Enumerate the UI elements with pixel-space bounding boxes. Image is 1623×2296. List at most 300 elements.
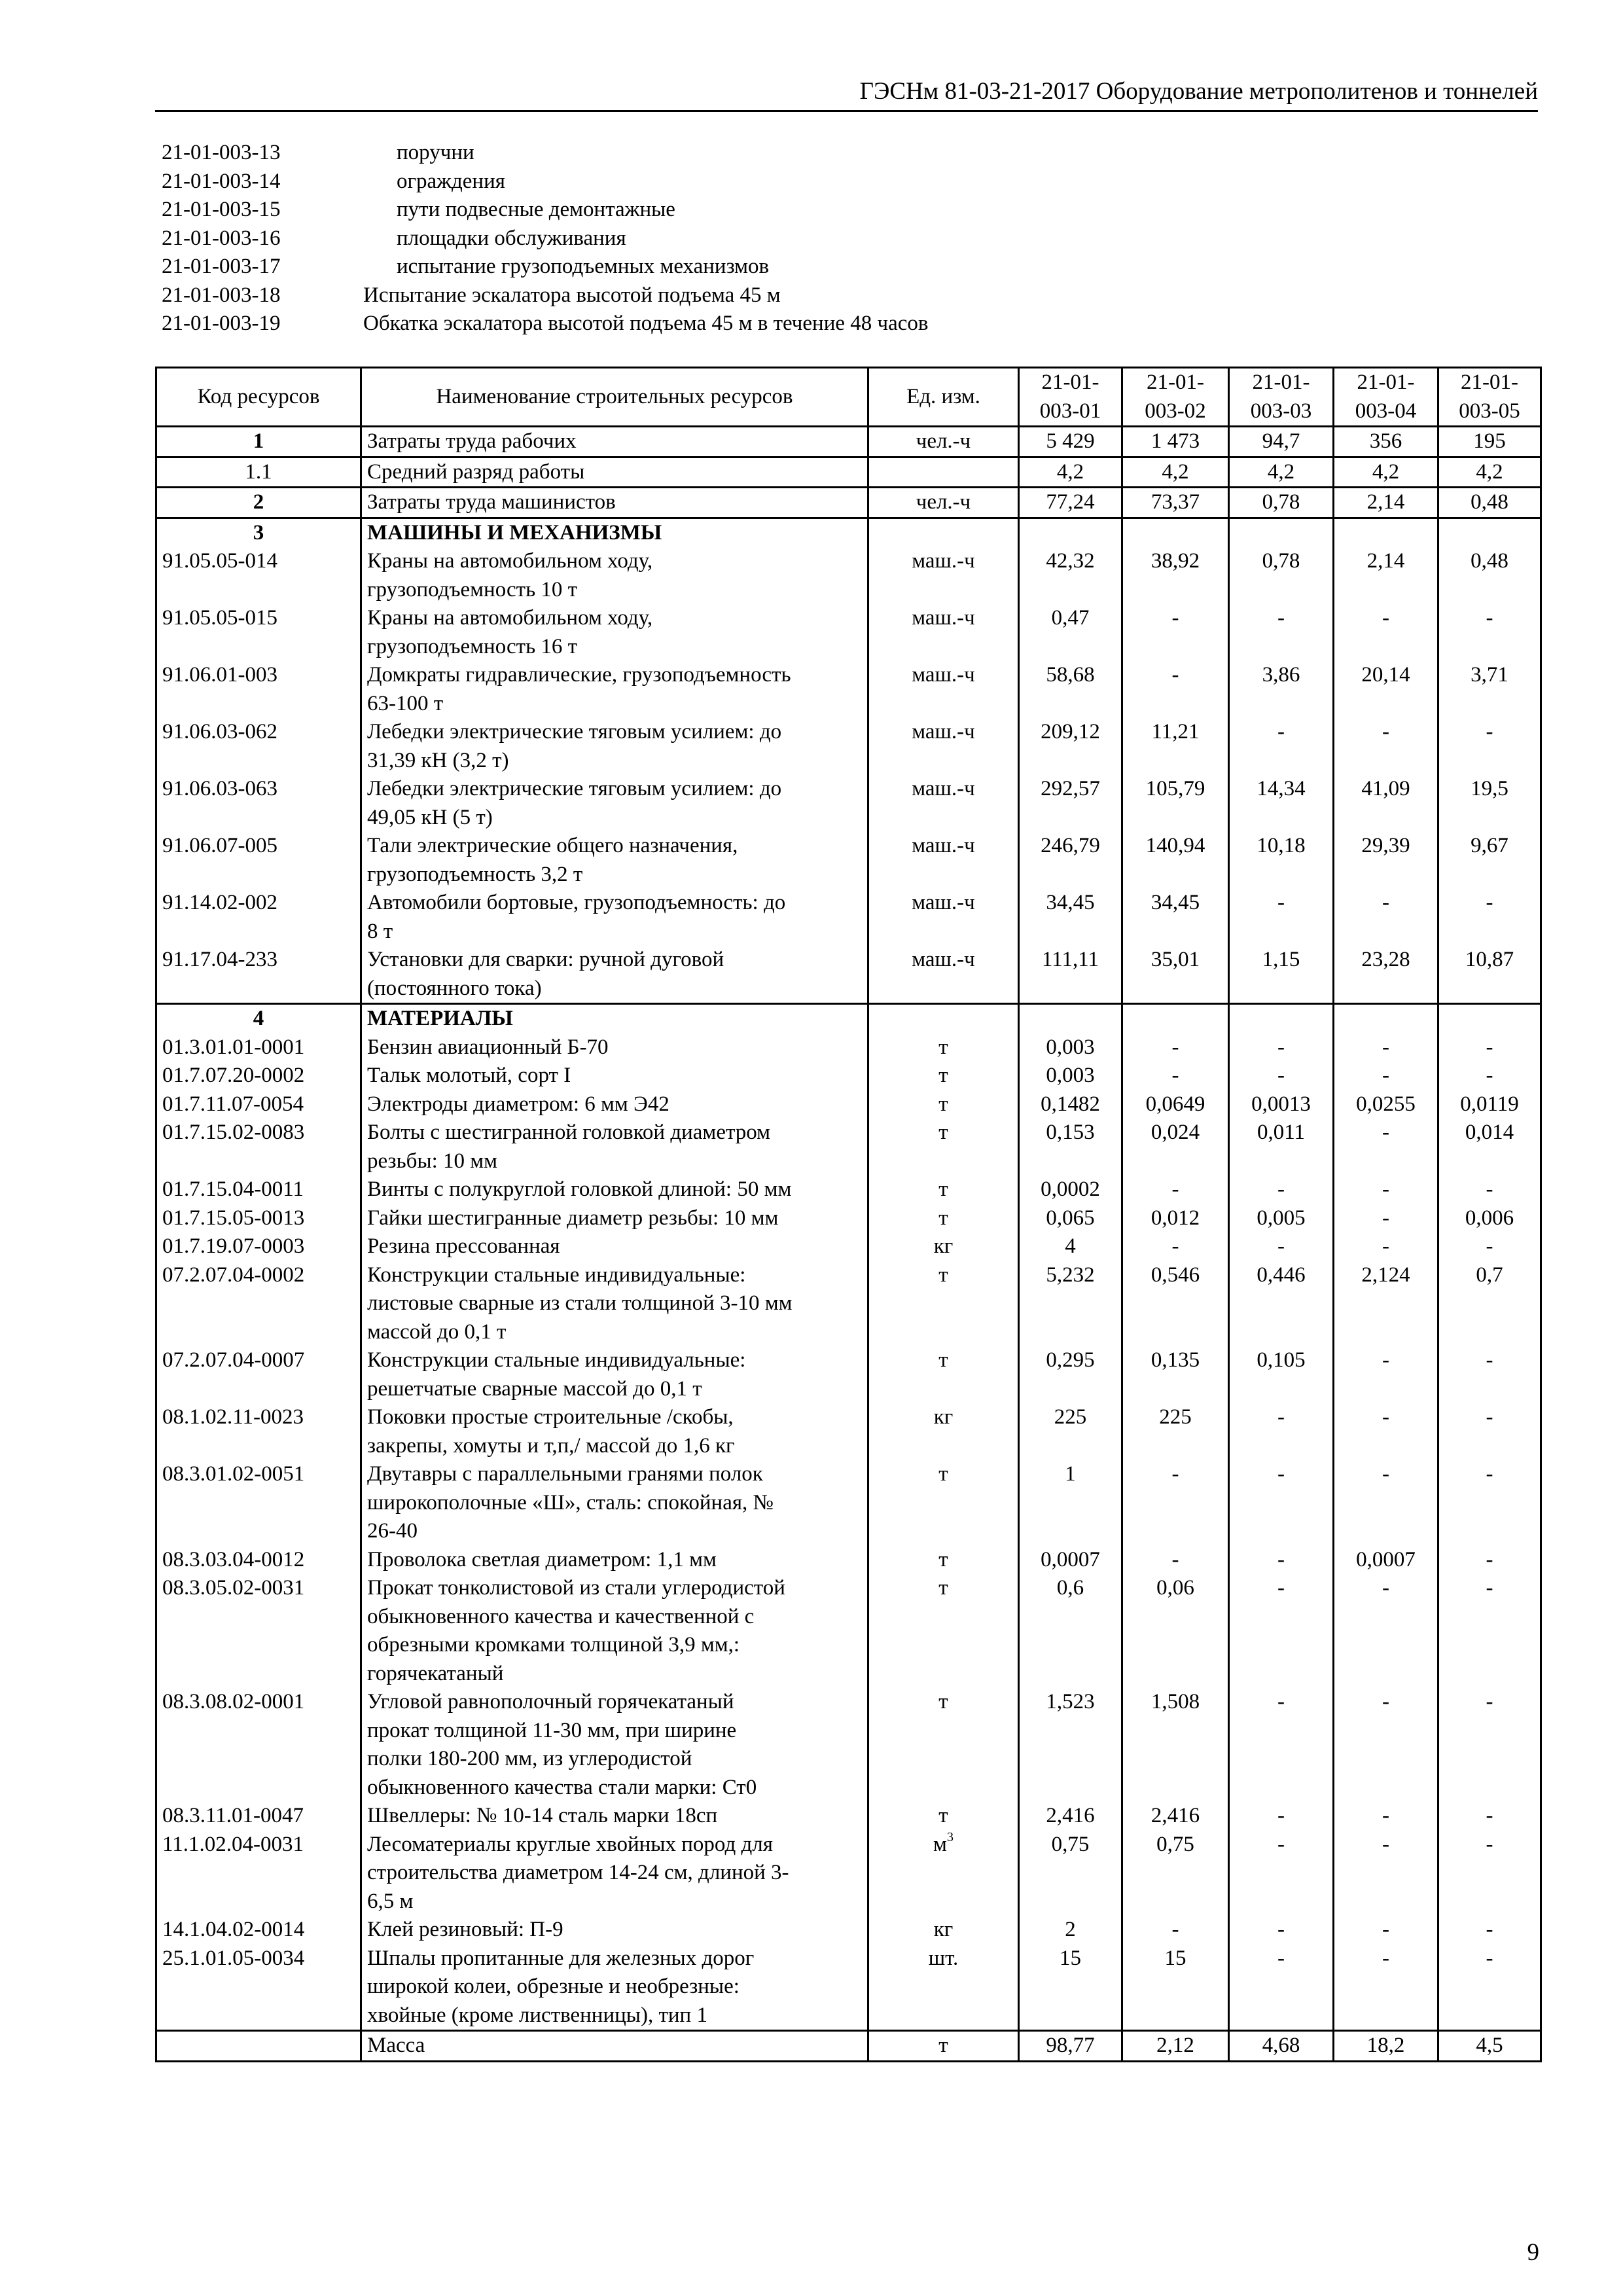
norm-value: 0,446 [1229,1261,1334,1347]
resource-name [361,832,868,889]
table-row [156,1090,1541,1119]
resource-unit [868,518,1019,547]
norm-value: 0,006 [1438,1204,1541,1233]
resource-name [361,1688,868,1802]
resource-name [361,1802,868,1831]
resource-name-line: строительства диаметром 14-24 см, длиной 3- [367,1861,789,1884]
unit-text: маш.-ч [912,948,975,971]
norm-value [1019,518,1122,547]
norm-value: 42,32 [1019,547,1122,604]
norm-value: 4,68 [1229,2031,1334,2062]
resource-code: 01.7.19.07-0003 [156,1232,361,1261]
resource-name-line: Автомобили бортовые, грузоподъемность: до [367,891,786,914]
norm-value [1438,1004,1541,1033]
table-row [156,604,1541,661]
norm-value: 195 [1438,427,1541,457]
norm-value: 4 [1019,1232,1122,1261]
resource-code: 25.1.01.05-0034 [156,1945,361,2031]
resource-code: 3 [156,518,361,547]
norm-value: 0,0007 [1334,1546,1438,1575]
unit-text: маш.-ч [912,777,975,800]
resource-name-line: Бензин авиационный Б-70 [367,1035,609,1059]
page-header [155,73,1538,112]
norm-value: 4,2 [1438,457,1541,488]
norm-value [1122,1004,1229,1033]
norm-value: 10,87 [1438,946,1541,1004]
norm-value: 1,15 [1229,946,1334,1004]
resource-unit [868,1945,1019,2031]
table-row [156,1460,1541,1546]
resource-code: 08.3.08.02-0001 [156,1688,361,1802]
resource-name-line: Резина прессованная [367,1234,560,1258]
norm-value: - [1229,604,1334,661]
resource-name [361,1574,868,1688]
resource-unit [868,1574,1019,1688]
unit-text: т [938,1263,948,1287]
unit-text: маш.-ч [912,606,975,630]
resource-name-line: закрепы, хомуты и т,п,/ массой до 1,6 кг [367,1433,735,1458]
norm-value: 356 [1334,427,1438,457]
norm-value: - [1438,1346,1541,1403]
norm-value: 0,005 [1229,1204,1334,1233]
resource-unit [868,1802,1019,1831]
norm-value: 0,0002 [1019,1175,1122,1204]
table-row [156,832,1541,889]
norm-value: - [1122,1175,1229,1204]
resource-unit [868,1004,1019,1033]
resource-name-line: Гайки шестигранные диаметр резьбы: 10 мм [367,1206,779,1230]
work-code: 21-01-003-15 [162,198,281,221]
norm-value [1229,1004,1334,1033]
norm-value: 105,79 [1122,775,1229,832]
table-row [156,661,1541,718]
resource-code: 11.1.02.04-0031 [156,1831,361,1916]
resource-name [361,604,868,661]
resource-name [361,1090,868,1119]
resource-code: 01.7.15.02-0083 [156,1119,361,1175]
norm-value: 2,14 [1334,488,1438,518]
norm-value: 0,0013 [1229,1090,1334,1119]
norm-value: - [1334,1802,1438,1831]
norm-value: - [1438,1232,1541,1261]
resource-name-line: Болты с шестигранной головкой диаметром [367,1121,771,1144]
table-row [156,1945,1541,2031]
table-row [156,1204,1541,1233]
resource-name [361,1916,868,1945]
norm-value: - [1122,1062,1229,1090]
unit-text: маш.-ч [912,891,975,914]
work-code: 21-01-003-18 [162,283,281,307]
norm-value: - [1229,718,1334,775]
table-row [156,1232,1541,1261]
resource-name-line: Домкраты гидравлические, грузоподъемность [367,663,791,687]
unit-text: кг [933,1918,954,1941]
norm-value: 9,67 [1438,832,1541,889]
norm-value: - [1438,1831,1541,1916]
resource-name-line: Средний разряд работы [367,459,585,484]
unit-text: т [938,1462,948,1486]
norm-value: 0,012 [1122,1204,1229,1233]
norm-value: - [1438,1175,1541,1204]
unit-text: т [938,1348,948,1372]
resource-name [361,1945,868,2031]
resource-name [361,775,868,832]
resource-name [361,1004,868,1033]
header-col-5-line2: 003-05 [1459,399,1520,423]
resource-name-line: хвойные (кроме лиственницы), тип 1 [367,2003,707,2027]
resource-name-line: грузоподъемность 16 т [367,634,578,658]
norm-value: - [1229,1546,1334,1575]
resource-unit [868,604,1019,661]
resource-unit [868,488,1019,518]
resource-name [361,488,868,518]
norm-value: 1 [1019,1460,1122,1546]
resource-name-line: массой до 0,1 т [367,1319,507,1344]
resources-table [155,367,1542,2062]
resource-unit [868,1119,1019,1175]
resource-name-line: Краны на автомобильном ходу, [367,549,653,573]
resource-name-line: обыкновенного качества стали марки: Ст0 [367,1775,757,1799]
norm-value: - [1122,1033,1229,1062]
norm-value: 111,11 [1019,946,1122,1004]
norm-value: - [1334,1062,1438,1090]
norm-value: - [1438,1945,1541,2031]
header-col-4 [1334,368,1438,427]
norm-value: 0,48 [1438,488,1541,518]
unit-text: т [938,1690,948,1713]
resource-unit [868,457,1019,488]
table-row [156,1403,1541,1460]
table-row [156,547,1541,604]
resource-unit [868,1460,1019,1546]
resource-code: 91.06.03-063 [156,775,361,832]
norm-value: 19,5 [1438,775,1541,832]
table-row [156,1916,1541,1945]
norm-value: 0,1482 [1019,1090,1122,1119]
resource-name-line: обыкновенного качества и качественной с [367,1604,755,1628]
header-code: Код ресурсов [156,368,361,427]
norm-value: 4,2 [1122,457,1229,488]
norm-value: - [1229,1175,1334,1204]
resource-code [156,2031,361,2062]
resource-code: 08.3.01.02-0051 [156,1460,361,1546]
resource-unit [868,1916,1019,1945]
resource-code: 91.06.07-005 [156,832,361,889]
norm-value: - [1334,1346,1438,1403]
resource-name [361,1261,868,1347]
norm-value: 2,12 [1122,2031,1229,2062]
resource-name [361,1831,868,1916]
resource-code: 1.1 [156,457,361,488]
header-col-5-line1: 21-01- [1461,370,1518,394]
resource-name-line: Клей резиновый: П-9 [367,1918,563,1941]
norm-value: - [1334,1232,1438,1261]
norm-value: - [1229,1831,1334,1916]
header-col-5 [1438,368,1541,427]
norm-value: - [1334,1204,1438,1233]
resource-unit [868,547,1019,604]
norm-value: 20,14 [1334,661,1438,718]
resource-unit [868,775,1019,832]
resource-unit [868,1204,1019,1233]
norm-value: 2,14 [1334,547,1438,604]
norm-value: - [1438,1033,1541,1062]
norm-value: 1,508 [1122,1688,1229,1802]
resource-name-line: (постоянного тока) [367,976,542,1000]
norm-value: 0,6 [1019,1574,1122,1688]
resource-name-line: широкой колеи, обрезные и необрезные: [367,1975,740,1998]
norm-value [1229,518,1334,547]
resource-name-line: 63-100 т [367,691,444,715]
resource-name [361,1346,868,1403]
norm-value: 0,78 [1229,488,1334,518]
resource-name [361,1175,868,1204]
unit-text: т [938,1576,948,1600]
resource-name-line: 6,5 м [367,1889,414,1913]
norm-value: - [1334,1033,1438,1062]
norm-value: - [1229,1403,1334,1460]
resource-name-line: обрезными кромками толщиной 3,9 мм,: [367,1633,740,1657]
norm-value: - [1438,1460,1541,1546]
page-number: 9 [1527,2239,1539,2266]
norm-value: - [1229,1945,1334,2031]
resource-code: 01.7.15.05-0013 [156,1204,361,1233]
unit-text: т [938,2034,948,2057]
norm-value: 94,7 [1229,427,1334,457]
norm-value: 77,24 [1019,488,1122,518]
norm-value: 0,135 [1122,1346,1229,1403]
norm-value: - [1438,1688,1541,1802]
unit-text: т [938,1804,948,1827]
norm-value: 18,2 [1334,2031,1438,2062]
table-row [156,488,1541,518]
table-row [156,889,1541,946]
resource-code: 08.3.03.04-0012 [156,1546,361,1575]
resource-code: 01.3.01.01-0001 [156,1033,361,1062]
norm-value: 35,01 [1122,946,1229,1004]
work-description: ограждения [397,169,505,193]
norm-value: 4,2 [1334,457,1438,488]
resource-name-line: Шпалы пропитанные для железных дорог [367,1946,755,1970]
unit-text: чел.-ч [916,490,971,514]
norm-value [1334,518,1438,547]
norm-value: - [1229,1916,1334,1945]
unit-text: т [938,1177,948,1201]
norm-value: 4,5 [1438,2031,1541,2062]
norm-value: 11,21 [1122,718,1229,775]
norm-value: 0,003 [1019,1033,1122,1062]
norm-value: 225 [1122,1403,1229,1460]
resource-name [361,1033,868,1062]
norm-value: - [1334,1916,1438,1945]
table-row [156,1546,1541,1575]
resource-name-line: Лебедки электрические тяговым усилием: до [367,777,782,800]
resource-name-line: 26-40 [367,1519,418,1543]
resource-name [361,946,868,1004]
norm-value: - [1229,1460,1334,1546]
resource-name [361,661,868,718]
work-code: 21-01-003-13 [162,141,281,164]
resource-name-line: Угловой равнополочный горячекатаный [367,1690,734,1713]
norm-value: - [1334,718,1438,775]
resource-name-line: решетчатые сварные массой до 0,1 т [367,1376,702,1401]
resource-unit [868,1232,1019,1261]
norm-value: 0,75 [1122,1831,1229,1916]
work-description: площадки обслуживания [397,226,626,250]
resource-name-line: Электроды диаметром: 6 мм Э42 [367,1092,669,1116]
norm-value: - [1122,1916,1229,1945]
header-name: Наименование строительных ресурсов [361,368,868,427]
resource-unit [868,1261,1019,1347]
norm-value: - [1229,1688,1334,1802]
norm-value: - [1334,1688,1438,1802]
norm-value: 0,48 [1438,547,1541,604]
work-code: 21-01-003-14 [162,169,281,193]
norm-value: - [1438,1802,1541,1831]
norm-value: 209,12 [1019,718,1122,775]
norm-value: - [1438,1546,1541,1575]
resource-name-line: Установки для сварки: ручной дуговой [367,948,724,971]
norm-value: 225 [1019,1403,1122,1460]
norm-value: - [1438,718,1541,775]
unit-text: т [938,1206,948,1230]
resource-unit [868,1062,1019,1090]
norm-value: 0,0119 [1438,1090,1541,1119]
resource-unit [868,1403,1019,1460]
norm-value: 292,57 [1019,775,1122,832]
resource-name-line: Затраты труда машинистов [367,490,616,514]
resource-name [361,718,868,775]
norm-value: - [1334,889,1438,946]
norm-value: - [1229,889,1334,946]
resource-unit [868,661,1019,718]
header-col-2-line1: 21-01- [1147,370,1204,394]
unit-text: т [938,1035,948,1059]
unit-text: т [938,1064,948,1087]
resource-name-line: Прокат тонколистовой из стали углеродистой [367,1576,785,1600]
norm-value: 0,065 [1019,1204,1122,1233]
resource-unit [868,1688,1019,1802]
resource-code: 91.06.01-003 [156,661,361,718]
unit-text: т [938,1121,948,1144]
norm-value: - [1438,604,1541,661]
norm-value: 4,2 [1019,457,1122,488]
work-code: 21-01-003-17 [162,255,281,278]
norm-value: 1,523 [1019,1688,1122,1802]
resource-code: 91.06.03-062 [156,718,361,775]
resource-code: 91.17.04-233 [156,946,361,1004]
resource-name [361,518,868,547]
table-row [156,718,1541,775]
norm-value [1334,1004,1438,1033]
table-row [156,1033,1541,1062]
norm-value: 0,75 [1019,1831,1122,1916]
resource-name [361,1204,868,1233]
norm-value [1438,518,1541,547]
norm-value: 0,0649 [1122,1090,1229,1119]
resource-name [361,1403,868,1460]
resource-unit [868,1090,1019,1119]
header-col-1-line2: 003-01 [1039,399,1101,423]
resource-code: 08.3.05.02-0031 [156,1574,361,1688]
norm-value: - [1229,1232,1334,1261]
norm-value: 15 [1019,1945,1122,2031]
resource-unit [868,1546,1019,1575]
resource-name-line: Винты с полукруглой головкой длиной: 50 мм [367,1177,792,1201]
table-row [156,1688,1541,1802]
norm-value [1019,1004,1122,1033]
document-title: ГЭСНм 81-03-21-2017 Оборудование метрополитенов и тоннелей [859,78,1538,105]
header-col-4-line2: 003-04 [1355,399,1417,423]
norm-value [1122,518,1229,547]
norm-value: 0,011 [1229,1119,1334,1175]
work-description: Испытание эскалатора высотой подъема 45 м [363,283,781,307]
norm-value: 0,0007 [1019,1546,1122,1575]
norm-value: 3,71 [1438,661,1541,718]
work-description: испытание грузоподъемных механизмов [397,255,770,278]
work-code: 21-01-003-16 [162,226,281,250]
norm-value: - [1438,1403,1541,1460]
resource-name-line: полки 180-200 мм, из углеродистой [367,1747,692,1770]
resource-name-line: горячекатаный [367,1661,504,1685]
resource-name-line: 49,05 кН (5 т) [367,805,493,829]
resource-name [361,1232,868,1261]
norm-value: 0,0255 [1334,1090,1438,1119]
norm-value: - [1334,1175,1438,1204]
norm-value: 10,18 [1229,832,1334,889]
unit-text: маш.-ч [912,663,975,687]
norm-value: 2,416 [1122,1802,1229,1831]
norm-value: 58,68 [1019,661,1122,718]
table-row [156,427,1541,457]
resource-name-line: Затраты труда рабочих [367,429,577,453]
norm-value: 0,003 [1019,1062,1122,1090]
resource-unit [868,832,1019,889]
resource-name-line: 31,39 кН (3,2 т) [367,748,509,772]
norm-value: - [1122,604,1229,661]
header-col-2 [1122,368,1229,427]
resource-name-line: листовые сварные из стали толщиной 3-10 мм [367,1291,793,1315]
resource-name-line: Масса [367,2034,425,2057]
unit-text: маш.-ч [912,549,975,573]
resource-unit [868,718,1019,775]
table-row [156,1004,1541,1033]
norm-value: 15 [1122,1945,1229,2031]
norm-value: - [1229,1062,1334,1090]
norm-value: - [1229,1802,1334,1831]
resource-unit [868,2031,1019,2062]
resource-name-line: Тальк молотый, сорт I [367,1064,571,1087]
resource-name [361,1546,868,1575]
table-row [156,1574,1541,1688]
unit-text: кг [933,1234,954,1258]
norm-value: - [1334,604,1438,661]
resource-name-line: Тали электрические общего назначения, [367,834,738,857]
norm-value: - [1438,1916,1541,1945]
norm-value: 34,45 [1122,889,1229,946]
resource-code: 91.05.05-014 [156,547,361,604]
resource-name [361,1062,868,1090]
norm-value: 0,78 [1229,547,1334,604]
resource-name [361,1460,868,1546]
resource-name-line: резьбы: 10 мм [367,1149,498,1173]
resource-name [361,427,868,457]
resource-code: 2 [156,488,361,518]
unit-text: т [938,1092,948,1116]
norm-value: 140,94 [1122,832,1229,889]
norm-value: - [1229,1033,1334,1062]
resource-code: 1 [156,427,361,457]
